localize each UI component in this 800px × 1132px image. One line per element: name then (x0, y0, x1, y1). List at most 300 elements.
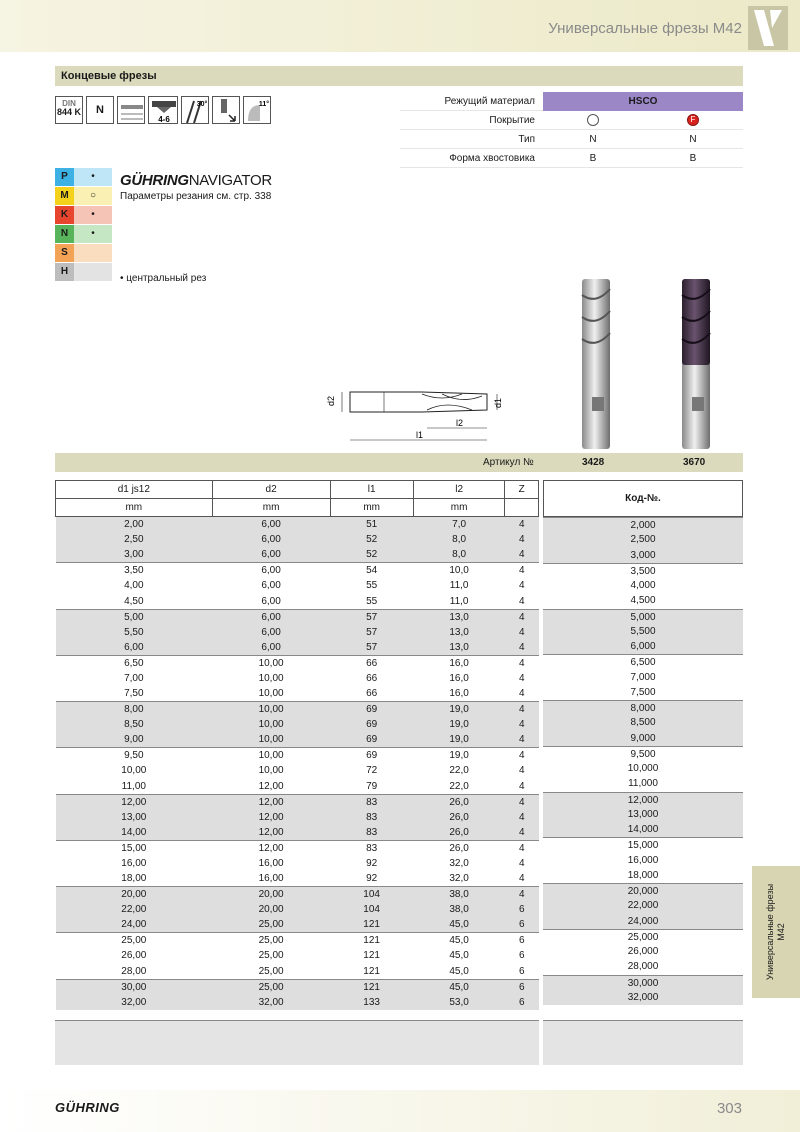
table-cell: 7,00 (56, 671, 213, 686)
unit-cell (505, 499, 539, 517)
table-cell: 25,00 (212, 917, 330, 933)
table-cell: 8,0 (413, 532, 505, 547)
table-cell: 72 (330, 763, 413, 778)
table-cell: 104 (330, 902, 413, 917)
table-cell: 6 (505, 964, 539, 980)
side-tab-line2: M42 (776, 923, 786, 941)
spec-material-value: HSCO (543, 92, 743, 111)
din-number: 844 K (56, 107, 82, 117)
dimension-table (55, 480, 539, 1010)
coating-f-icon: F (687, 114, 699, 126)
spec-table (400, 92, 743, 168)
table-cell: 6,00 (212, 609, 330, 625)
spec-row-type (400, 130, 743, 149)
table-cell: 52 (330, 532, 413, 547)
table-row (56, 609, 539, 625)
material-group-h (55, 263, 112, 282)
unit-cell: mm (56, 499, 213, 517)
table-cell: 6,00 (212, 517, 330, 533)
table-cell: 8,00 (56, 702, 213, 718)
table-cell: 69 (330, 748, 413, 764)
table-cell: 6 (505, 933, 539, 949)
spec-label: Покрытие (489, 114, 535, 126)
material-suitability (74, 244, 112, 262)
table-row (56, 840, 539, 856)
table-cell: 6,00 (56, 640, 213, 656)
table-row (56, 732, 539, 748)
table-row (56, 655, 539, 671)
table-cell: 83 (330, 840, 413, 856)
table-cell: 45,0 (413, 948, 505, 963)
footer-logo: GÜHRING (55, 1100, 120, 1115)
table-cell: 6,00 (212, 532, 330, 547)
table-cell: 55 (330, 594, 413, 610)
unit-cell: mm (330, 499, 413, 517)
table-cell: 12,00 (212, 810, 330, 825)
header-d2: d2 (212, 481, 330, 499)
code-cell: 28,000 (543, 959, 743, 974)
table-cell: 8,50 (56, 717, 213, 732)
code-cell: 13,000 (543, 807, 743, 822)
table-cell: 4 (505, 717, 539, 732)
header-d1: d1 js12 (56, 481, 213, 499)
code-cell: 22,000 (543, 898, 743, 913)
table-cell: 22,0 (413, 779, 505, 795)
table-cell: 4 (505, 810, 539, 825)
page-header (0, 0, 800, 52)
table-cell: 92 (330, 856, 413, 871)
table-cell: 10,00 (212, 732, 330, 748)
table-row (56, 871, 539, 887)
code-cell: 8,000 (543, 700, 743, 715)
spec-label: Форма хвостовика (449, 152, 535, 164)
code-cell: 14,000 (543, 822, 743, 837)
code-cell: 7,500 (543, 685, 743, 700)
code-cell: 9,500 (543, 746, 743, 761)
table-cell: 83 (330, 825, 413, 841)
table-cell: 12,00 (212, 825, 330, 841)
center-cut-note: • центральный рез (120, 273, 207, 284)
table-cell: 4 (505, 871, 539, 887)
table-cell: 52 (330, 547, 413, 563)
table-row (56, 779, 539, 795)
table-cell: 25,00 (212, 964, 330, 980)
code-cell: 10,000 (543, 761, 743, 776)
table-cell: 55 (330, 578, 413, 593)
material-suitability: • (74, 168, 112, 186)
code-header: Код-№. (543, 480, 743, 517)
table-cell: 6 (505, 948, 539, 963)
side-tab-text (765, 872, 787, 992)
table-cell: 66 (330, 655, 413, 671)
material-group-m (55, 187, 112, 206)
unit-cell: mm (212, 499, 330, 517)
material-suitability: ○ (74, 187, 112, 205)
table-cell: 20,00 (212, 887, 330, 903)
material-letter: S (55, 244, 74, 262)
table-cell: 3,50 (56, 563, 213, 579)
table-cell: 16,0 (413, 686, 505, 702)
table-row (56, 810, 539, 825)
code-cell: 2,000 (543, 517, 743, 532)
code-cell: 8,500 (543, 715, 743, 730)
table-cell: 26,0 (413, 825, 505, 841)
table-cell: 20,00 (56, 887, 213, 903)
table-cell: 14,00 (56, 825, 213, 841)
end-mill-coated-image (676, 275, 716, 453)
material-group-n (55, 225, 112, 244)
table-cell: 30,00 (56, 979, 213, 995)
table-cell: 13,00 (56, 810, 213, 825)
table-cell: 83 (330, 794, 413, 810)
table-cell: 25,00 (212, 979, 330, 995)
table-cell: 2,50 (56, 532, 213, 547)
table-row (56, 887, 539, 903)
table-cell: 6,00 (212, 563, 330, 579)
table-cell: 4,50 (56, 594, 213, 610)
table-row (56, 794, 539, 810)
table-row (56, 517, 539, 533)
code-cell: 3,000 (543, 548, 743, 563)
table-cell: 92 (330, 871, 413, 887)
tool-dimension-drawing (322, 378, 512, 448)
table-row (56, 948, 539, 963)
material-letter: N (55, 225, 74, 243)
table-row (56, 964, 539, 980)
material-group-p (55, 168, 112, 187)
table-cell: 66 (330, 671, 413, 686)
table-cell: 45,0 (413, 964, 505, 980)
standard-icons (55, 96, 271, 126)
table-footer-fill (55, 1020, 539, 1065)
table-row (56, 578, 539, 593)
table-cell: 4 (505, 763, 539, 778)
table-cell: 4 (505, 748, 539, 764)
table-cell: 4 (505, 732, 539, 748)
code-cell: 3,500 (543, 563, 743, 578)
header-l2: l2 (413, 481, 505, 499)
table-row (56, 702, 539, 718)
table-cell: 4 (505, 640, 539, 656)
code-cell: 5,500 (543, 624, 743, 639)
code-cell: 15,000 (543, 837, 743, 852)
table-cell: 10,00 (212, 671, 330, 686)
table-cell: 6,00 (212, 547, 330, 563)
table-cell: 19,0 (413, 717, 505, 732)
spec-label: Режущий материал (444, 95, 535, 107)
table-cell: 104 (330, 887, 413, 903)
table-cell: 7,0 (413, 517, 505, 533)
table-cell: 5,00 (56, 609, 213, 625)
table-cell: 10,00 (212, 686, 330, 702)
spec-coating-2 (643, 114, 743, 126)
label-d2: d2 (326, 395, 336, 406)
label-l1: l1 (416, 430, 424, 440)
table-cell: 53,0 (413, 995, 505, 1010)
code-cell: 12,000 (543, 792, 743, 807)
tool-type-icon: N (86, 96, 114, 124)
table-cell: 32,00 (212, 995, 330, 1010)
code-cell: 4,000 (543, 578, 743, 593)
table-cell: 38,0 (413, 887, 505, 903)
table-cell: 6,00 (212, 640, 330, 656)
code-cell: 11,000 (543, 776, 743, 791)
table-cell: 18,00 (56, 871, 213, 887)
code-cell: 4,500 (543, 593, 743, 608)
table-cell: 57 (330, 625, 413, 640)
table-row (56, 917, 539, 933)
code-column (543, 480, 743, 1005)
table-cell: 12,00 (212, 840, 330, 856)
table-row (56, 995, 539, 1010)
code-cell: 32,000 (543, 990, 743, 1005)
table-cell: 16,00 (212, 871, 330, 887)
material-letter: K (55, 206, 74, 224)
label-d1: d1 (493, 397, 503, 408)
table-cell: 133 (330, 995, 413, 1010)
unit-cell: mm (413, 499, 505, 517)
table-cell: 4 (505, 517, 539, 533)
table-cell: 121 (330, 933, 413, 949)
table-cell: 4 (505, 794, 539, 810)
spec-value: N (689, 133, 697, 145)
table-header-row (56, 481, 539, 499)
table-cell: 19,0 (413, 732, 505, 748)
table-cell: 13,0 (413, 625, 505, 640)
table-cell: 4 (505, 825, 539, 841)
table-row (56, 748, 539, 764)
table-cell: 6 (505, 979, 539, 995)
helix-label: 30° (196, 101, 208, 108)
table-cell: 4 (505, 887, 539, 903)
table-cell: 26,0 (413, 794, 505, 810)
table-cell: 4 (505, 702, 539, 718)
table-row (56, 933, 539, 949)
chapter-side-tab (752, 866, 800, 998)
table-cell: 121 (330, 917, 413, 933)
helix-angle-icon (181, 96, 209, 124)
table-cell: 57 (330, 640, 413, 656)
table-cell: 19,0 (413, 748, 505, 764)
table-cell: 9,50 (56, 748, 213, 764)
table-cell: 19,0 (413, 702, 505, 718)
table-cell: 26,0 (413, 840, 505, 856)
plunge-icon (212, 96, 240, 124)
table-cell: 25,00 (212, 948, 330, 963)
code-footer-fill (543, 1020, 743, 1065)
table-cell: 6,00 (212, 594, 330, 610)
page-footer (0, 1090, 800, 1132)
table-row (56, 547, 539, 563)
table-cell: 79 (330, 779, 413, 795)
article-number-1: 3428 (582, 457, 605, 468)
material-suitability: • (74, 225, 112, 243)
table-row (56, 594, 539, 610)
relief-label: 11° (258, 101, 270, 108)
table-cell: 45,0 (413, 933, 505, 949)
din-label: DIN (62, 99, 76, 108)
table-cell: 12,00 (212, 794, 330, 810)
table-cell: 3,00 (56, 547, 213, 563)
table-cell: 22,00 (56, 902, 213, 917)
flutes-label: 4-6 (158, 115, 170, 124)
code-cell: 5,000 (543, 609, 743, 624)
table-cell: 45,0 (413, 917, 505, 933)
relief-angle-icon (243, 96, 271, 124)
navigator-brand: GÜHRING (120, 172, 189, 189)
material-group-s (55, 244, 112, 263)
table-cell: 32,0 (413, 871, 505, 887)
table-cell: 10,00 (212, 717, 330, 732)
material-suitability (74, 263, 112, 281)
table-cell: 69 (330, 732, 413, 748)
table-row (56, 902, 539, 917)
table-row (56, 625, 539, 640)
table-row (56, 563, 539, 579)
spec-value: B (689, 152, 697, 164)
code-cell: 6,500 (543, 654, 743, 669)
code-cell: 25,000 (543, 929, 743, 944)
table-cell: 4 (505, 655, 539, 671)
table-cell: 69 (330, 702, 413, 718)
header-l1: l1 (330, 481, 413, 499)
table-row (56, 640, 539, 656)
table-cell: 12,00 (212, 779, 330, 795)
table-cell: 54 (330, 563, 413, 579)
table-row (56, 979, 539, 995)
table-cell: 121 (330, 979, 413, 995)
table-row (56, 763, 539, 778)
table-cell: 10,00 (212, 748, 330, 764)
table-cell: 6 (505, 995, 539, 1010)
table-cell: 10,0 (413, 563, 505, 579)
code-cell: 30,000 (543, 975, 743, 990)
spec-coating-1 (543, 114, 643, 126)
table-cell: 13,0 (413, 609, 505, 625)
table-cell: 16,0 (413, 671, 505, 686)
code-cell: 20,000 (543, 883, 743, 898)
table-row (56, 825, 539, 841)
table-cell: 9,00 (56, 732, 213, 748)
table-cell: 6 (505, 917, 539, 933)
table-cell: 13,0 (413, 640, 505, 656)
table-row (56, 671, 539, 686)
guhring-navigator-logo (120, 172, 272, 189)
table-cell: 16,00 (212, 856, 330, 871)
cutting-params-note: Параметры резания см. стр. 338 (120, 191, 272, 202)
table-cell: 6,50 (56, 655, 213, 671)
table-cell: 45,0 (413, 979, 505, 995)
end-mill-uncoated-image (576, 275, 616, 453)
code-cell: 18,000 (543, 868, 743, 883)
table-row (56, 856, 539, 871)
label-l2: l2 (456, 418, 464, 428)
spec-row-coating (400, 111, 743, 130)
table-cell: 38,0 (413, 902, 505, 917)
table-cell: 6 (505, 902, 539, 917)
code-cell: 26,000 (543, 944, 743, 959)
header-z: Z (505, 481, 539, 499)
table-row (56, 532, 539, 547)
spec-row-material (400, 92, 743, 111)
guhring-emblem-icon (748, 6, 788, 50)
material-groups (55, 168, 112, 282)
table-cell: 83 (330, 810, 413, 825)
page-number: 303 (716, 1100, 742, 1117)
din-standard-icon (55, 96, 83, 124)
spec-row-shank (400, 149, 743, 168)
table-cell: 10,00 (212, 702, 330, 718)
table-cell: 16,00 (56, 856, 213, 871)
shank-tolerance-icon (117, 96, 145, 124)
material-group-k (55, 206, 112, 225)
table-cell: 4 (505, 856, 539, 871)
page-title: Универсальные фрезы M42 (548, 20, 742, 37)
table-cell: 5,50 (56, 625, 213, 640)
code-cell: 16,000 (543, 853, 743, 868)
table-cell: 6,00 (212, 625, 330, 640)
table-cell: 8,0 (413, 547, 505, 563)
table-cell: 2,00 (56, 517, 213, 533)
table-cell: 4 (505, 578, 539, 593)
table-cell: 25,00 (212, 933, 330, 949)
table-row (56, 717, 539, 732)
flutes-icon (148, 96, 178, 124)
section-title: Концевые фрезы (55, 66, 743, 86)
article-number-2: 3670 (683, 457, 706, 468)
table-cell: 4 (505, 594, 539, 610)
table-cell: 24,00 (56, 917, 213, 933)
table-cell: 28,00 (56, 964, 213, 980)
table-cell: 121 (330, 948, 413, 963)
article-bar (55, 453, 743, 472)
code-cell: 7,000 (543, 670, 743, 685)
spec-value: B (589, 152, 597, 164)
table-cell: 4 (505, 840, 539, 856)
table-cell: 26,00 (56, 948, 213, 963)
table-cell: 11,00 (56, 779, 213, 795)
table-cell: 57 (330, 609, 413, 625)
table-cell: 11,0 (413, 594, 505, 610)
table-cell: 11,0 (413, 578, 505, 593)
table-cell: 4 (505, 563, 539, 579)
uncoated-icon (587, 114, 599, 126)
table-cell: 4,00 (56, 578, 213, 593)
table-cell: 25,00 (56, 933, 213, 949)
code-cell: 9,000 (543, 731, 743, 746)
spec-label: Тип (518, 133, 535, 145)
table-cell: 32,0 (413, 856, 505, 871)
table-cell: 4 (505, 625, 539, 640)
table-cell: 16,0 (413, 655, 505, 671)
side-tab-line1: Универсальные фрезы (765, 883, 775, 981)
table-cell: 4 (505, 779, 539, 795)
table-cell: 10,00 (212, 763, 330, 778)
table-cell: 4 (505, 671, 539, 686)
material-letter: H (55, 263, 74, 281)
navigator-product: NAVIGATOR (188, 172, 272, 189)
spec-value: N (589, 133, 597, 145)
table-cell: 7,50 (56, 686, 213, 702)
material-letter: P (55, 168, 74, 186)
table-cell: 10,00 (212, 655, 330, 671)
table-row (56, 686, 539, 702)
table-cell: 10,00 (56, 763, 213, 778)
table-units-row (56, 499, 539, 517)
material-suitability: • (74, 206, 112, 224)
material-letter: M (55, 187, 74, 205)
table-cell: 4 (505, 547, 539, 563)
